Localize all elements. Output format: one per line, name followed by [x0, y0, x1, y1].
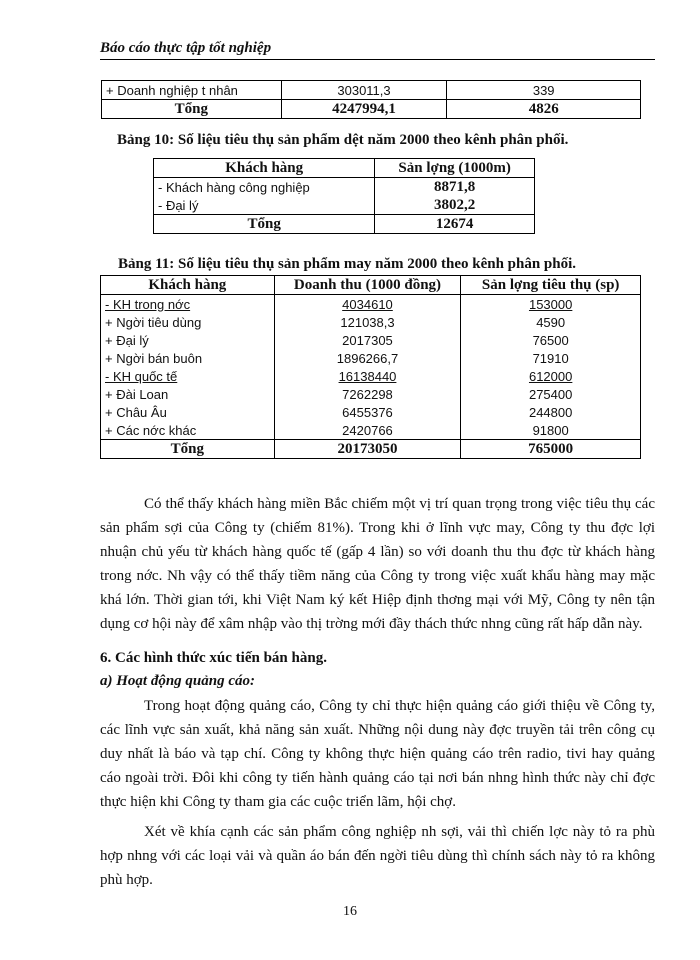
table-row	[101, 403, 641, 421]
table-row	[154, 178, 535, 197]
table-row	[101, 313, 641, 331]
table-11-caption: Bảng 11: Số liệu tiêu thụ sản phẩm may năm 2000 theo kênh phân phối.	[118, 256, 577, 272]
subsection-heading-a: a) Hoạt động quảng cáo:	[100, 673, 256, 689]
row-label: + Ngời tiêu dùng	[101, 313, 275, 331]
row-revenue: 1896266,7	[274, 349, 461, 367]
table-10	[153, 158, 535, 234]
table-header-row	[101, 276, 641, 295]
row-label: - KH trong nớc	[101, 295, 275, 314]
total-label: Tổng	[101, 440, 275, 459]
header-customer: Khách hàng	[101, 276, 275, 295]
total-row	[102, 100, 641, 119]
table-row	[101, 367, 641, 385]
row-label: + Đài Loan	[101, 385, 275, 403]
row-revenue: 2420766	[274, 421, 461, 440]
table-row	[101, 349, 641, 367]
paragraph-1: Có thể thấy khách hàng miền Bắc chiếm một vị trí quan trọng trong việc tiêu thụ các sản phẩm sợi của Công ty (chiếm 81%). Trong khi ở lĩnh vực may, Công ty thu đợc lợi nhuận chủ yếu từ khách hàng quốc tế (gấp 4 lần) so với doanh thu thu đợc từ khách hàng trong nớc. Nh vậy có thể thấy tiềm năng của Công ty trong việc xuất khẩu hàng may mặc khá lớn. Thời gian tới, khi Việt Nam ký kết Hiệp định thơng mại với Mỹ, Công ty nên tận dụng cơ hội này để xâm nhập vào thị trờng mới đầy thách thức nhng cũng rất hấp dẫn này.	[100, 496, 655, 632]
total-qty: 765000	[461, 440, 641, 459]
table-row	[154, 196, 535, 215]
row-qty: 339	[447, 81, 641, 100]
row-label: + Ngời bán buôn	[101, 349, 275, 367]
row-label: + Đại lý	[101, 331, 275, 349]
table-9-continuation	[101, 80, 641, 119]
page-number: 16	[343, 904, 357, 919]
table-row	[101, 385, 641, 403]
paragraph-3: Xét về khía cạnh các sản phẩm công nghiệp nh sợi, vải thì chiến lợc này tỏ ra phù hợp nhng với các loại vải và quần áo bán đến ngời tiêu dùng thì chính sách này tỏ ra không phù hợp.	[100, 824, 655, 888]
row-label: - Đại lý	[154, 196, 375, 215]
total-revenue: 4247994,1	[281, 100, 447, 119]
row-label: - Khách hàng công nghiệp	[154, 178, 375, 197]
row-qty: 244800	[461, 403, 641, 421]
total-qty: 4826	[447, 100, 641, 119]
row-revenue: 7262298	[274, 385, 461, 403]
table-row	[101, 331, 641, 349]
total-row	[101, 440, 641, 459]
table-row	[101, 421, 641, 440]
row-qty: 153000	[461, 295, 641, 314]
row-qty: 4590	[461, 313, 641, 331]
table-row	[101, 295, 641, 314]
row-revenue: 2017305	[274, 331, 461, 349]
header-revenue: Doanh thu (1000 đồng)	[274, 276, 461, 295]
total-qty: 12674	[375, 215, 535, 234]
table-row	[102, 81, 641, 100]
row-revenue: 16138440	[274, 367, 461, 385]
table-10-caption: Bảng 10: Số liệu tiêu thụ sản phẩm dệt năm 2000 theo kênh phân phối.	[117, 132, 569, 148]
total-label: Tổng	[154, 215, 375, 234]
total-label: Tổng	[102, 100, 282, 119]
total-revenue: 20173050	[274, 440, 461, 459]
row-revenue: 6455376	[274, 403, 461, 421]
row-label: + Doanh nghiệp t nhân	[102, 81, 282, 100]
row-revenue: 303011,3	[281, 81, 447, 100]
header-customer: Khách hàng	[154, 159, 375, 178]
header-qty: Sản lợng (1000m)	[375, 159, 535, 178]
row-label: - KH quốc tế	[101, 367, 275, 385]
row-qty: 91800	[461, 421, 641, 440]
row-qty: 71910	[461, 349, 641, 367]
section-heading-6: 6. Các hình thức xúc tiến bán hàng.	[100, 650, 327, 666]
table-11	[100, 275, 641, 459]
paragraph-2: Trong hoạt động quảng cáo, Công ty chỉ thực hiện quảng cáo giới thiệu về Công ty, các lĩnh vực sản xuất, khả năng sản xuất. Những nội dung này đợc truyền tải trên công cụ duy nhất là báo và tạp chí. Công ty không thực hiện quảng cáo trên radio, tivi hay quảng cáo ngoài trời. Đôi khi công ty tiến hành quảng cáo tại nơi bán nhng hình thức này chỉ đợc thực hiện khi Công ty tham gia các cuộc triển lãm, hội chợ.	[100, 698, 655, 810]
total-row	[154, 215, 535, 234]
row-qty: 76500	[461, 331, 641, 349]
table-header-row	[154, 159, 535, 178]
row-revenue: 4034610	[274, 295, 461, 314]
row-qty: 8871,8	[375, 178, 535, 197]
row-qty: 612000	[461, 367, 641, 385]
page-header: Báo cáo thực tập tốt nghiệp	[100, 40, 655, 60]
row-revenue: 121038,3	[274, 313, 461, 331]
row-label: + Châu Âu	[101, 403, 275, 421]
row-qty: 275400	[461, 385, 641, 403]
header-qty: Sản lợng tiêu thụ (sp)	[461, 276, 641, 295]
row-qty: 3802,2	[375, 196, 535, 215]
row-label: + Các nớc khác	[101, 421, 275, 440]
